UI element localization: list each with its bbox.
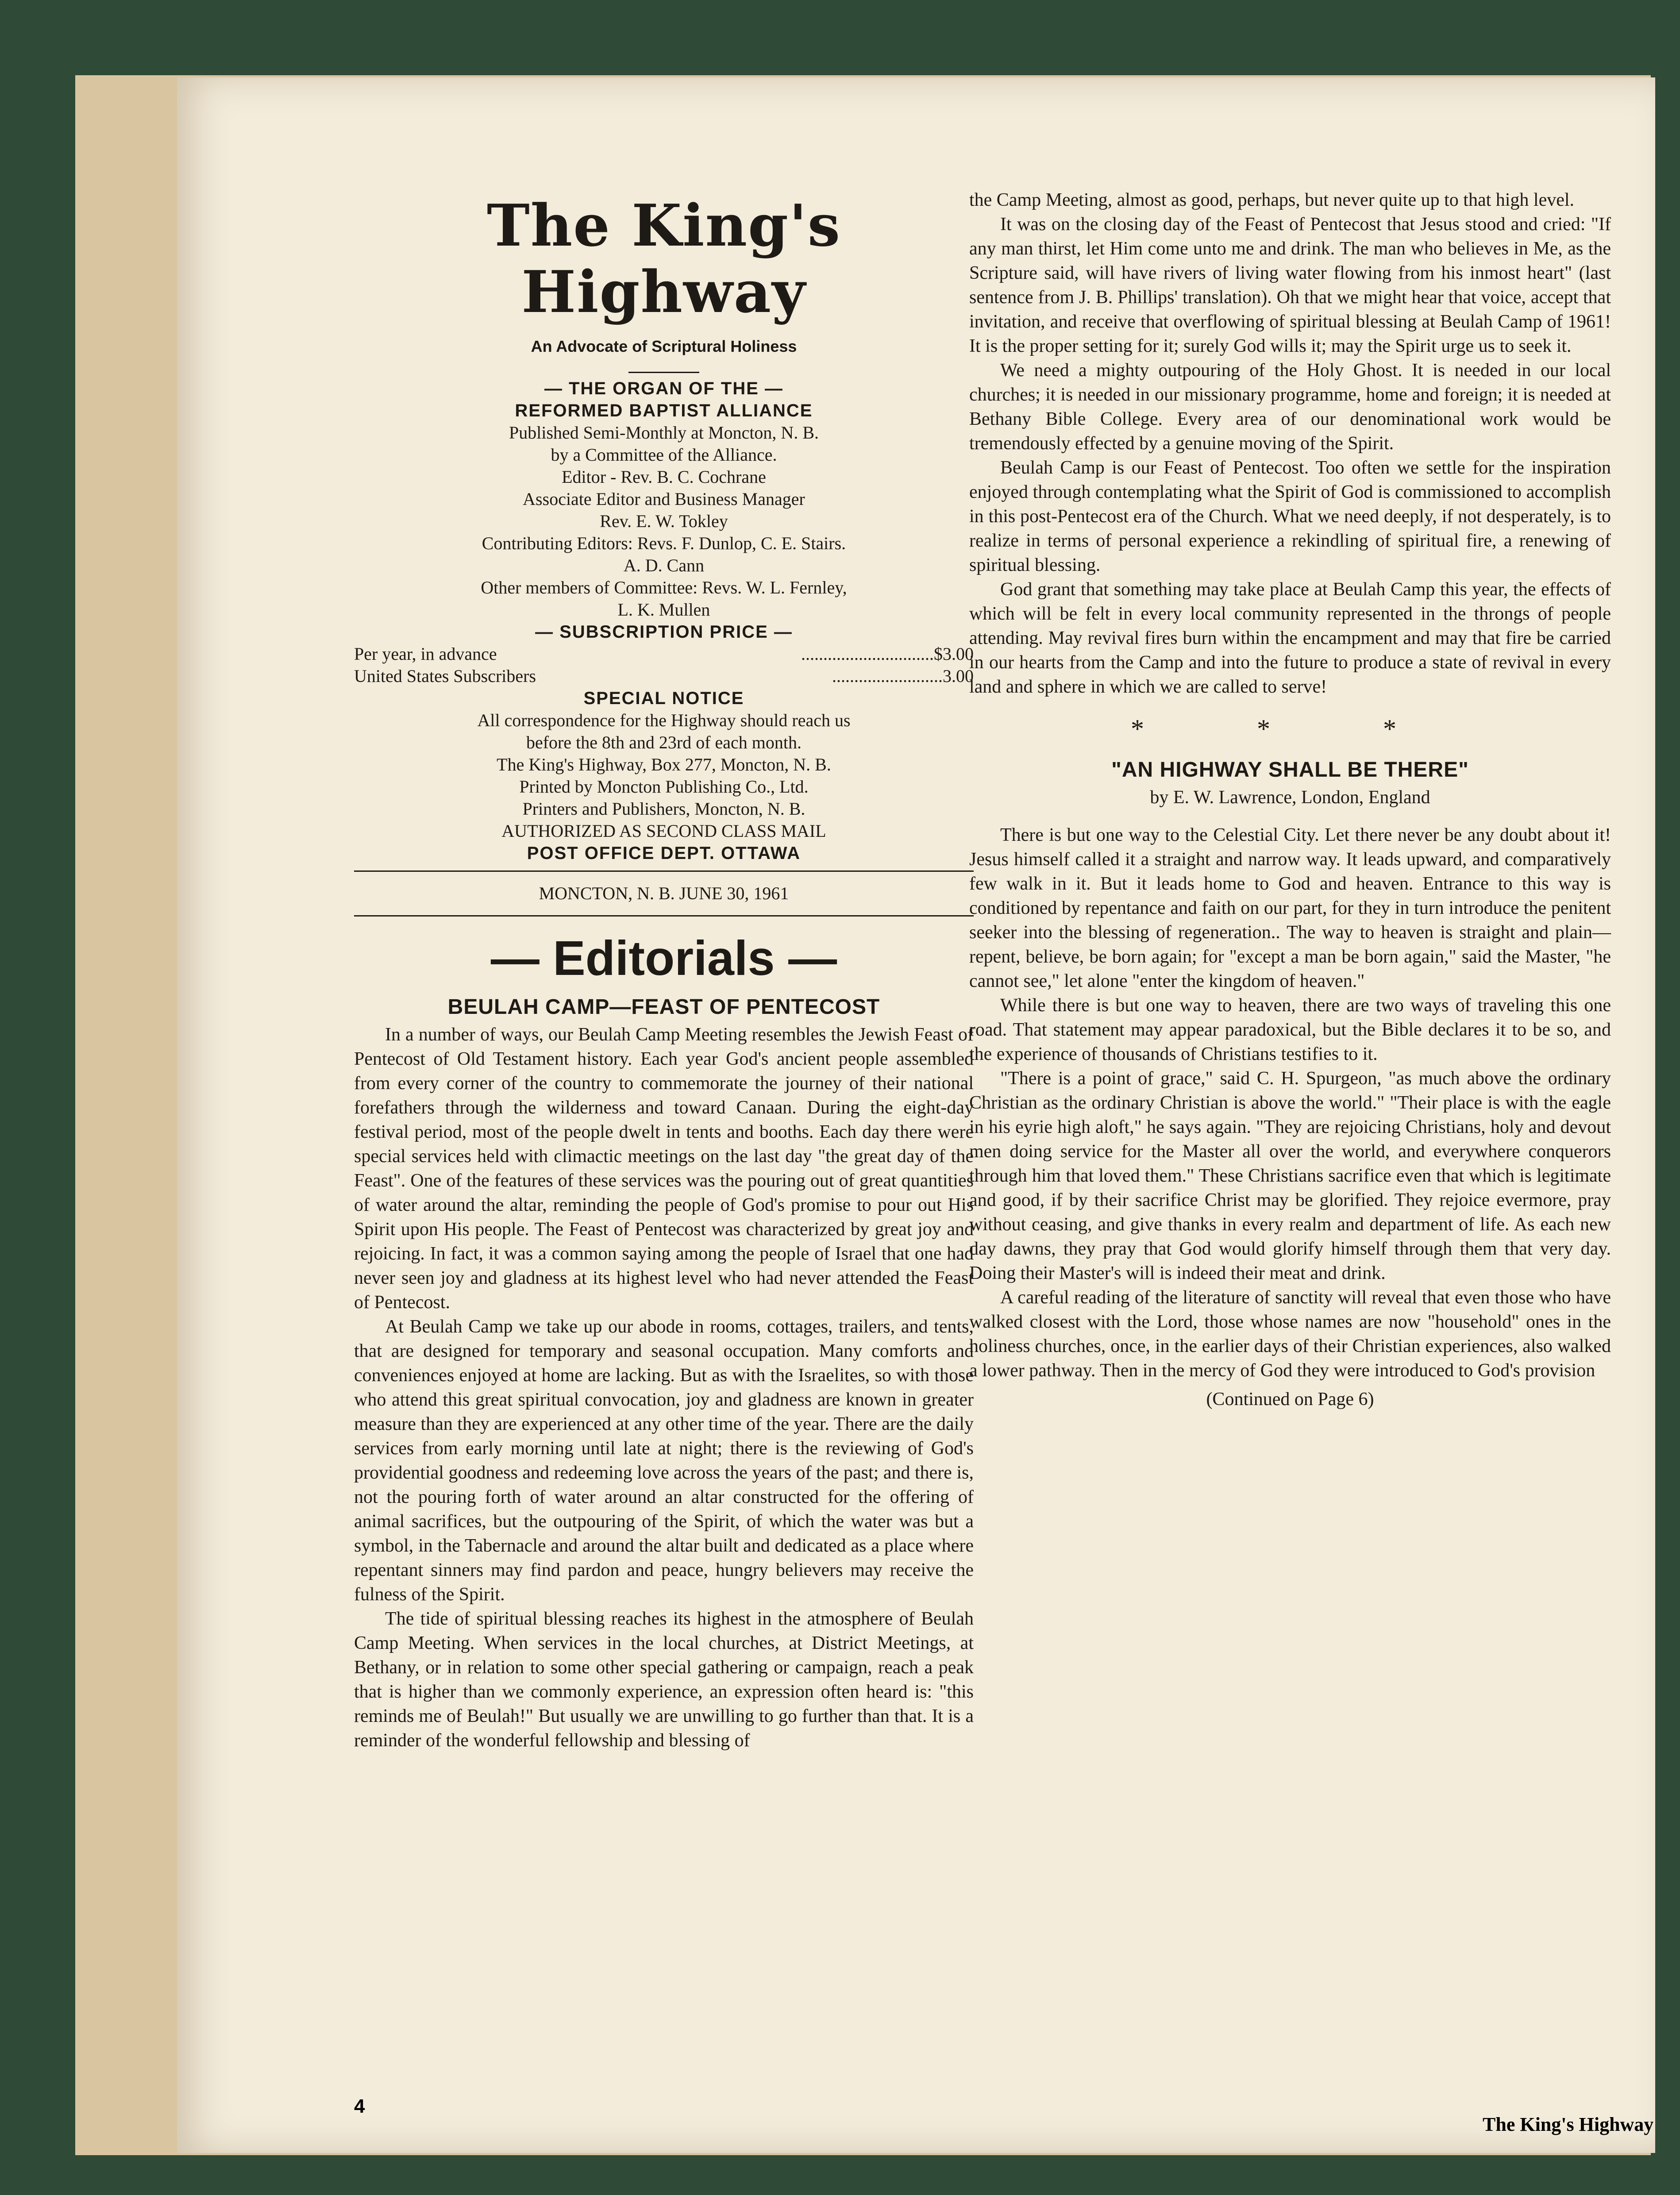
- article-2-paragraph: A careful reading of the literature of sanctity will reveal that even those who have walked closest with the Lord, those whose names are now "household" ones in the holiness churches, once, in the earlier days of their Christian experiences, also walked a lower pathway. Then in the mercy of God they were introduced to God's provision: [969, 1287, 1611, 1381]
- article-1-paragraph: God grant that something may take place at Beulah Camp this year, the effects of which will be felt in every local community represented in the throngs of people attending. May revival fires burn within the encampment and may that fire be carried in our hearts from the Camp and into the future to produce a state of revival in every land and sphere in which we are called to serve!: [969, 579, 1611, 697]
- continued-note: (Continued on Page 6): [1206, 1389, 1374, 1409]
- organ-line: — THE ORGAN OF THE —: [544, 379, 783, 398]
- article-1-paragraph: The tide of spiritual blessing reaches its highest in the atmosphere of Beulah Camp Meeting. When services in the local churches, at District Meetings, at Bethany, or in relation to some other special gathering or campaign, reach a peak that is higher than we commonly experience, an expression often heard is: "this reminds me of Beulah!" But usually we are unwilling to go further than that. It is a reminder of the wonderful fellowship and blessing of: [354, 1609, 974, 1751]
- price-label: Per year, in advance: [354, 644, 497, 664]
- rule: [354, 915, 974, 917]
- article-2-paragraph: There is but one way to the Celestial City. Let there never be any doubt about it! Jesus himself called it a straight and narrow way. It leads upward, and comparatively few walk in it. But it leads home to God and heaven. Entrance to this way is conditioned by repentance and faith on our part, for they in turn introduce the penitent seeker into the blessing of regeneration.. The way to heaven is straight and plain—repent, believe, be born again; for "except a man be born again," said the Master, "he cannot see," let alone "enter the kingdom of heaven.": [969, 825, 1611, 991]
- committee-members-line: Other members of Committee: Revs. W. L. Fernley,: [481, 578, 847, 597]
- rule: [354, 870, 974, 872]
- article-2-byline: by E. W. Lawrence, London, England: [1150, 787, 1430, 808]
- assoc-editor-line: Associate Editor and Business Manager: [523, 489, 805, 509]
- printers-line: Printers and Publishers, Moncton, N. B.: [522, 799, 805, 819]
- article-1-paragraph: the Camp Meeting, almost as good, perhaps, but never quite up to that high level.: [969, 190, 1575, 210]
- masthead-divider: [628, 372, 699, 373]
- printed-line: Printed by Moncton Publishing Co., Ltd.: [519, 777, 809, 797]
- article-1-paragraph: At Beulah Camp we take up our abode in rooms, cottages, trailers, and tents, that are designed for temporary and seasonal occupation. Many comforts and conveniences enjoyed at home are lacking. But as with the Israelites, so with those who attend this great spiritual convocation, joy and gladness are known in greater measure than they are experienced at any other time of the year. There are the daily services from early morning until late at night; there is the reviewing of God's providential goodness and redeeming love across the years of the past; and there is, not the pouring forth of water around an altar constructed for the offering of animal sacrifices, but the outpouring of the Spirit, of which the water was but a symbol, in the Tabernacle and around the altar built and dedicated as a place where repentant sinners may find pardon and peace, hungry believers may receive the fulness of the Spirit.: [354, 1317, 974, 1605]
- contributing-line: Contributing Editors: Revs. F. Dunlop, C. E. Stairs.: [482, 533, 846, 553]
- article-2-paragraph: "There is a point of grace," said C. H. Spurgeon, "as much above the ordinary Christian as the ordinary Christian is above the world." "Their place is with the eagle in his eyrie high aloft," he says again. "They are rejoicing Christians, holy and devout men doing service for the Master all over the world, and everywhere conquerors through him that loved them." These Christians sacrifice even that which is legitimate and good, if by their sacrifice Christ may be glorified. They rejoice evermore, pray without ceasing, and give thanks in every realm and department of life. As each new day dawns, they pray that God would glorify himself through them that very day. Doing their Master's will is indeed their meat and drink.: [969, 1068, 1611, 1283]
- article-1-paragraph: Beulah Camp is our Feast of Pentecost. Too often we settle for the inspiration enjoyed through contemplating what the Spirit of God is commissioned to accomplish in this post-Pentecost era of the Church. What we need deeply, if not desperately, is to realize in terms of personal experience a rekindling of spiritual fire, a renewing of spiritual blessing.: [969, 458, 1611, 575]
- page-number: 4: [354, 2095, 365, 2117]
- running-title: The King's Highway: [1483, 2114, 1654, 2135]
- editorials-heading: — Editorials —: [490, 931, 837, 986]
- price-value: $3.00: [934, 644, 974, 664]
- price-row-us: [354, 665, 974, 687]
- alliance-line: REFORMED BAPTIST ALLIANCE: [515, 401, 813, 420]
- left-column: [354, 188, 974, 1753]
- masthead-subtitle: An Advocate of Scriptural Holiness: [531, 337, 797, 355]
- right-column: [969, 188, 1611, 1412]
- price-row-canada: [354, 643, 974, 665]
- assoc-name-line: Rev. E. W. Tokley: [600, 511, 728, 531]
- article-1-paragraph: We need a mighty outpouring of the Holy Ghost. It is needed in our local churches; it is needed in our missionary programme, home and foreign; it is needed at Bethany Bible College. Every area of our denominational work would be tremendously effected by a genuine moving of the Spirit.: [969, 360, 1611, 454]
- article-2-headline: "AN HIGHWAY SHALL BE THERE": [1111, 758, 1469, 782]
- article-1-paragraph: It was on the closing day of the Feast of Pentecost that Jesus stood and cried: "If any man thirst, let Him come unto me and drink. The man who believes in Me, as the Scripture said, will have rivers of living water flowing from his inmost heart" (last sentence from J. B. Phillips' translation). Oh that we might hear that voice, accept that invitation, and receive that overflowing of spiritual blessing at Beulah Camp of 1961! It is the proper setting for it; surely God wills it; may the Spirit urge us to seek it.: [969, 214, 1611, 356]
- committee-line: by a Committee of the Alliance.: [551, 445, 777, 465]
- masthead-title: The King's Highway: [487, 192, 841, 326]
- notice-heading: SPECIAL NOTICE: [583, 689, 744, 708]
- section-separator: * * *: [1131, 714, 1449, 743]
- notice-line-1: All correspondence for the Highway should reach us: [477, 710, 851, 730]
- price-leader: ..............................: [801, 644, 934, 664]
- price-leader: .........................: [832, 666, 943, 686]
- published-line: Published Semi-Monthly at Moncton, N. B.: [509, 423, 819, 443]
- committee-members-line-2: L. K. Mullen: [617, 600, 710, 620]
- address-line: The King's Highway, Box 277, Moncton, N. B.: [497, 755, 831, 774]
- subscription-heading: — SUBSCRIPTION PRICE —: [535, 622, 793, 642]
- article-1-headline: BEULAH CAMP—FEAST OF PENTECOST: [447, 995, 880, 1019]
- price-label: United States Subscribers: [354, 666, 536, 686]
- dateline: MONCTON, N. B. JUNE 30, 1961: [539, 883, 789, 903]
- magazine-page: [177, 77, 1655, 2153]
- price-value: 3.00: [943, 666, 974, 686]
- notice-line-2: before the 8th and 23rd of each month.: [526, 732, 801, 752]
- authorized-line: AUTHORIZED AS SECOND CLASS MAIL: [501, 821, 826, 841]
- contributing-line-2: A. D. Cann: [623, 555, 705, 575]
- article-1-paragraph: In a number of ways, our Beulah Camp Meeting resembles the Jewish Feast of Pentecost of Old Testament history. Each year God's ancient people assembled from every corner of the country to commemorate the journey of their national forefathers through the wilderness and toward Canaan. During the eight-day festival period, most of the people dwelt in tents and booths. Each day there were special services held with climactic meetings on the last day "the great day of the Feast". One of the features of these services was the pouring out of great quantities of water around the altar, reminding the people of God's promise to pour out His Spirit upon His people. The Feast of Pentecost was characterized by great joy and rejoicing. In fact, it was a common saying among the people of Israel that one had never seen joy and gladness at its highest level who had never attended the Feast of Pentecost.: [354, 1024, 974, 1313]
- post-office-line: POST OFFICE DEPT. OTTAWA: [527, 843, 801, 863]
- masthead: [354, 193, 974, 864]
- article-2-paragraph: While there is but one way to heaven, there are two ways of traveling this one road. That statement may appear paradoxical, but the Bible declares it to be so, and the experience of thousands of Christians testifies to it.: [969, 995, 1611, 1064]
- editor-line: Editor - Rev. B. C. Cochrane: [562, 467, 766, 487]
